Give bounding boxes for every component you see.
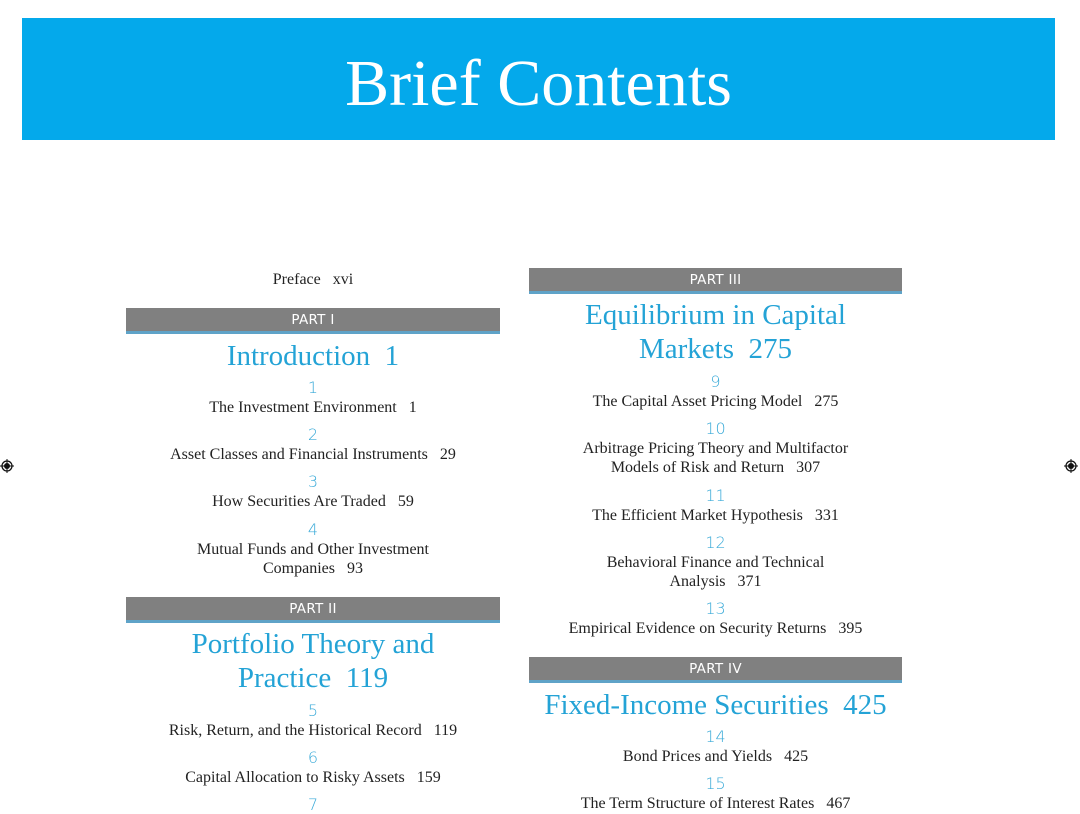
chapter-page: 159 xyxy=(416,769,441,786)
chapter-page: 425 xyxy=(784,748,809,765)
chapter-number: 13 xyxy=(705,599,726,618)
chapter-number: 5 xyxy=(307,701,319,720)
chapter-number: 12 xyxy=(705,533,726,552)
chapter-number: 15 xyxy=(705,774,726,793)
chapter-entry[interactable] xyxy=(106,768,520,787)
chapter-number: 2 xyxy=(307,425,319,444)
chapter-number: 11 xyxy=(705,486,726,505)
chapter-title-line: Behavioral Finance and Technical xyxy=(606,554,825,571)
chapter-entry[interactable] xyxy=(106,445,520,464)
preface-entry[interactable] xyxy=(126,270,500,290)
contents-column-left xyxy=(126,0,500,814)
chapter-entry[interactable] xyxy=(509,392,922,411)
chapter-title: Risk, Return, and the Historical Record xyxy=(168,722,422,739)
chapter-title: The Capital Asset Pricing Model xyxy=(592,393,803,410)
preface-page: xvi xyxy=(332,271,354,288)
part-title-line: Markets 275 xyxy=(638,333,793,365)
chapter-entry[interactable] xyxy=(509,553,922,591)
chapter-number: 10 xyxy=(705,419,726,438)
part-title-line: Practice 119 xyxy=(237,662,389,694)
part-header: PART IV xyxy=(529,657,902,683)
chapter-entry[interactable] xyxy=(509,439,922,477)
chapter-page: 307 xyxy=(796,459,821,476)
part-title-line: Equilibrium in Capital xyxy=(585,299,846,331)
chapter-page: 395 xyxy=(838,620,863,637)
chapter-entry[interactable] xyxy=(509,506,922,525)
part-title[interactable] xyxy=(509,298,922,366)
registration-mark-icon xyxy=(0,459,14,473)
chapter-title-line: Arbitrage Pricing Theory and Multifactor xyxy=(582,440,849,457)
chapter-page: 331 xyxy=(814,507,839,524)
part-title[interactable] xyxy=(106,627,520,695)
preface-label: Preface xyxy=(272,271,321,288)
chapter-number: 14 xyxy=(705,727,726,746)
chapter-title: Capital Allocation to Risky Assets xyxy=(185,769,405,786)
chapter-number: 3 xyxy=(307,472,319,491)
chapter-title-line: Mutual Funds and Other Investment xyxy=(197,541,429,558)
chapter-title: Asset Classes and Financial Instruments xyxy=(170,446,428,463)
chapter-title: Bond Prices and Yields xyxy=(622,748,773,765)
part-title[interactable]: Fixed-Income Securities 425 xyxy=(544,689,887,721)
chapter-page: 93 xyxy=(347,560,363,577)
chapter-title-line: Analysis xyxy=(669,573,726,590)
chapter-page: 1 xyxy=(408,399,417,416)
chapter-title: Empirical Evidence on Security Returns xyxy=(568,620,827,637)
chapter-page: 59 xyxy=(397,493,414,510)
chapter-title-line: Models of Risk and Return xyxy=(610,459,785,476)
chapter-page: 275 xyxy=(814,393,839,410)
chapter-page: 119 xyxy=(433,722,458,739)
chapter-title-line: Companies xyxy=(263,560,335,577)
chapter-entry[interactable] xyxy=(106,540,520,578)
part-header: PART I xyxy=(126,308,500,334)
chapter-entry[interactable] xyxy=(106,398,520,417)
contents-column-right xyxy=(529,0,902,812)
chapter-entry[interactable] xyxy=(509,619,922,638)
registration-mark-icon xyxy=(1064,459,1078,473)
chapter-entry[interactable] xyxy=(509,747,922,766)
chapter-title: The Efficient Market Hypothesis xyxy=(592,507,803,524)
chapter-number: 4 xyxy=(307,520,319,539)
chapter-number: 1 xyxy=(307,378,319,397)
part-header: PART III xyxy=(529,268,902,294)
page-title: Brief Contents xyxy=(345,47,732,120)
chapter-number: 7 xyxy=(307,795,319,814)
chapter-title: How Securities Are Traded xyxy=(212,493,386,510)
part-title[interactable]: Introduction 1 xyxy=(226,340,400,372)
chapter-entry[interactable] xyxy=(106,492,520,511)
chapter-title: The Investment Environment xyxy=(209,399,397,416)
chapter-page: 467 xyxy=(826,795,851,812)
chapter-page: 29 xyxy=(439,446,456,463)
chapter-page: 371 xyxy=(737,573,762,590)
chapter-entry[interactable] xyxy=(106,721,520,740)
chapter-title: The Term Structure of Interest Rates xyxy=(580,795,815,812)
part-header: PART II xyxy=(126,597,500,623)
chapter-entry[interactable] xyxy=(509,794,922,813)
chapter-number: 9 xyxy=(710,372,721,391)
chapter-number: 6 xyxy=(307,748,319,767)
part-title-line: Portfolio Theory and xyxy=(191,628,435,660)
